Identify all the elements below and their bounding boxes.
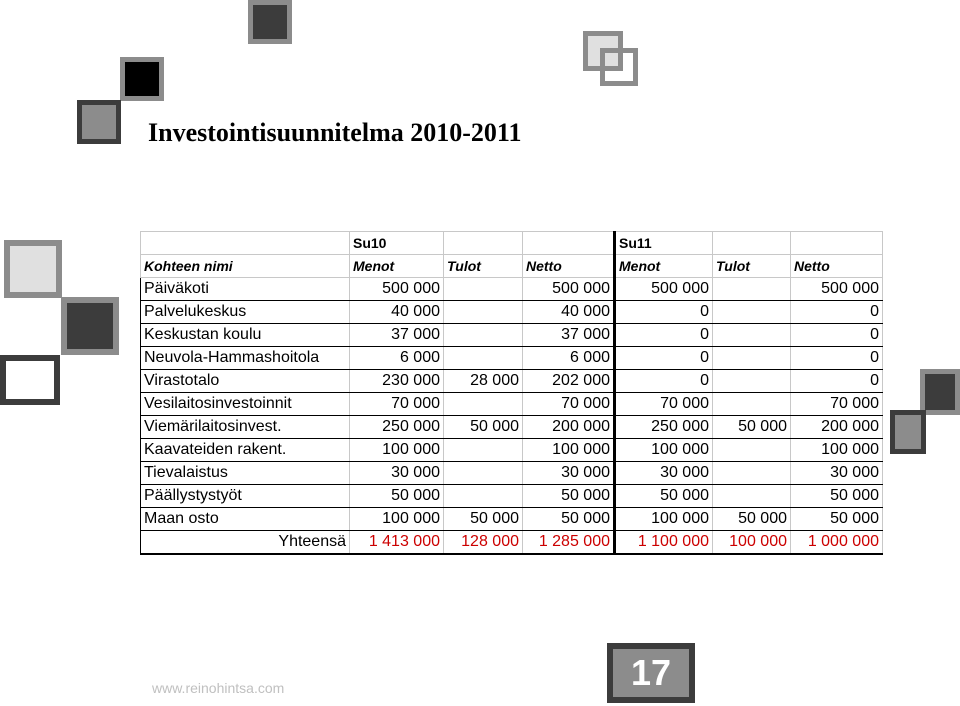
row-cell xyxy=(444,439,523,462)
row-cell: 37 000 xyxy=(523,324,615,347)
row-cell xyxy=(713,439,791,462)
table-row xyxy=(141,301,883,324)
row-cell: 70 000 xyxy=(350,393,444,416)
row-cell: 28 000 xyxy=(444,370,523,393)
row-cell: 250 000 xyxy=(615,416,713,439)
row-cell: 0 xyxy=(615,301,713,324)
row-cell: 0 xyxy=(791,301,883,324)
table-row xyxy=(141,324,883,347)
total-cell: 1 000 000 xyxy=(791,531,883,555)
total-row xyxy=(141,531,883,555)
row-cell: 50 000 xyxy=(444,508,523,531)
row-cell: 50 000 xyxy=(523,485,615,508)
header-col: Menot xyxy=(615,255,713,278)
row-cell: 0 xyxy=(791,370,883,393)
page-number: 17 xyxy=(607,643,695,703)
row-cell: 500 000 xyxy=(791,278,883,301)
row-cell: 500 000 xyxy=(615,278,713,301)
row-name: Keskustan koulu xyxy=(141,324,350,347)
row-cell: 500 000 xyxy=(523,278,615,301)
row-cell xyxy=(444,278,523,301)
row-cell: 0 xyxy=(791,347,883,370)
decor-square xyxy=(0,355,60,405)
table-row xyxy=(141,485,883,508)
table-row xyxy=(141,393,883,416)
row-cell: 30 000 xyxy=(615,462,713,485)
row-cell: 250 000 xyxy=(350,416,444,439)
total-cell: 1 285 000 xyxy=(523,531,615,555)
table-row xyxy=(141,347,883,370)
row-cell: 500 000 xyxy=(350,278,444,301)
total-cell: 1 413 000 xyxy=(350,531,444,555)
row-name: Tievalaistus xyxy=(141,462,350,485)
row-cell: 230 000 xyxy=(350,370,444,393)
row-cell: 50 000 xyxy=(791,508,883,531)
header-col: Tulot xyxy=(444,255,523,278)
row-cell: 0 xyxy=(615,324,713,347)
row-name: Päällystystyöt xyxy=(141,485,350,508)
row-cell: 0 xyxy=(615,370,713,393)
row-cell xyxy=(444,324,523,347)
header-name-col: Kohteen nimi xyxy=(141,255,350,278)
row-cell: 6 000 xyxy=(523,347,615,370)
row-name: Vesilaitosinvestoinnit xyxy=(141,393,350,416)
decor-square xyxy=(4,240,62,298)
row-cell: 6 000 xyxy=(350,347,444,370)
investment-table xyxy=(140,231,883,555)
header-group-su10: Su10 xyxy=(350,232,444,255)
row-cell: 50 000 xyxy=(350,485,444,508)
row-cell: 50 000 xyxy=(615,485,713,508)
row-cell: 37 000 xyxy=(350,324,444,347)
total-cell: 1 100 000 xyxy=(615,531,713,555)
header-col: Netto xyxy=(523,255,615,278)
header-row-groups xyxy=(141,232,883,255)
decor-square xyxy=(890,410,926,454)
row-cell xyxy=(713,370,791,393)
row-cell: 0 xyxy=(615,347,713,370)
row-cell xyxy=(444,485,523,508)
decor-square xyxy=(920,369,960,415)
row-name: Viemärilaitosinvest. xyxy=(141,416,350,439)
row-cell xyxy=(444,347,523,370)
row-name: Kaavateiden rakent. xyxy=(141,439,350,462)
decor-square xyxy=(600,48,638,86)
header-group-su11: Su11 xyxy=(615,232,713,255)
row-cell: 100 000 xyxy=(791,439,883,462)
total-label: Yhteensä xyxy=(141,531,350,555)
row-cell: 200 000 xyxy=(791,416,883,439)
row-cell: 50 000 xyxy=(444,416,523,439)
header-row-columns xyxy=(141,255,883,278)
footer-url: www.reinohintsa.com xyxy=(152,680,285,696)
row-cell xyxy=(444,462,523,485)
header-empty xyxy=(141,232,350,255)
decor-square xyxy=(248,0,292,44)
row-name: Palvelukeskus xyxy=(141,301,350,324)
table-body xyxy=(141,278,883,531)
row-cell: 50 000 xyxy=(713,508,791,531)
row-cell: 30 000 xyxy=(791,462,883,485)
row-cell: 30 000 xyxy=(350,462,444,485)
row-cell: 30 000 xyxy=(523,462,615,485)
row-cell: 50 000 xyxy=(791,485,883,508)
row-cell xyxy=(713,324,791,347)
row-cell: 70 000 xyxy=(791,393,883,416)
row-cell: 100 000 xyxy=(615,439,713,462)
row-cell xyxy=(713,393,791,416)
row-cell xyxy=(444,393,523,416)
row-cell xyxy=(713,347,791,370)
decor-square xyxy=(120,57,164,101)
row-name: Neuvola-Hammashoitola xyxy=(141,347,350,370)
row-cell: 100 000 xyxy=(523,439,615,462)
row-cell: 100 000 xyxy=(350,439,444,462)
row-cell xyxy=(713,462,791,485)
table-row xyxy=(141,462,883,485)
row-cell xyxy=(444,301,523,324)
row-cell: 0 xyxy=(791,324,883,347)
page-title: Investointisuunnitelma 2010-2011 xyxy=(148,118,522,147)
header-col: Tulot xyxy=(713,255,791,278)
decor-square xyxy=(61,297,119,355)
table-row xyxy=(141,508,883,531)
row-cell: 70 000 xyxy=(523,393,615,416)
row-cell: 40 000 xyxy=(350,301,444,324)
row-name: Maan osto xyxy=(141,508,350,531)
row-cell: 202 000 xyxy=(523,370,615,393)
table-row xyxy=(141,416,883,439)
header-col: Menot xyxy=(350,255,444,278)
table-row xyxy=(141,370,883,393)
total-cell: 128 000 xyxy=(444,531,523,555)
table-row xyxy=(141,278,883,301)
table-row xyxy=(141,439,883,462)
total-cell: 100 000 xyxy=(713,531,791,555)
row-cell xyxy=(713,301,791,324)
row-name: Virastotalo xyxy=(141,370,350,393)
row-cell xyxy=(713,278,791,301)
row-cell: 100 000 xyxy=(350,508,444,531)
row-cell: 200 000 xyxy=(523,416,615,439)
row-cell: 100 000 xyxy=(615,508,713,531)
row-cell: 50 000 xyxy=(523,508,615,531)
decor-square xyxy=(77,100,121,144)
header-col: Netto xyxy=(791,255,883,278)
row-name: Päiväkoti xyxy=(141,278,350,301)
row-cell: 70 000 xyxy=(615,393,713,416)
row-cell xyxy=(713,485,791,508)
row-cell: 50 000 xyxy=(713,416,791,439)
row-cell: 40 000 xyxy=(523,301,615,324)
